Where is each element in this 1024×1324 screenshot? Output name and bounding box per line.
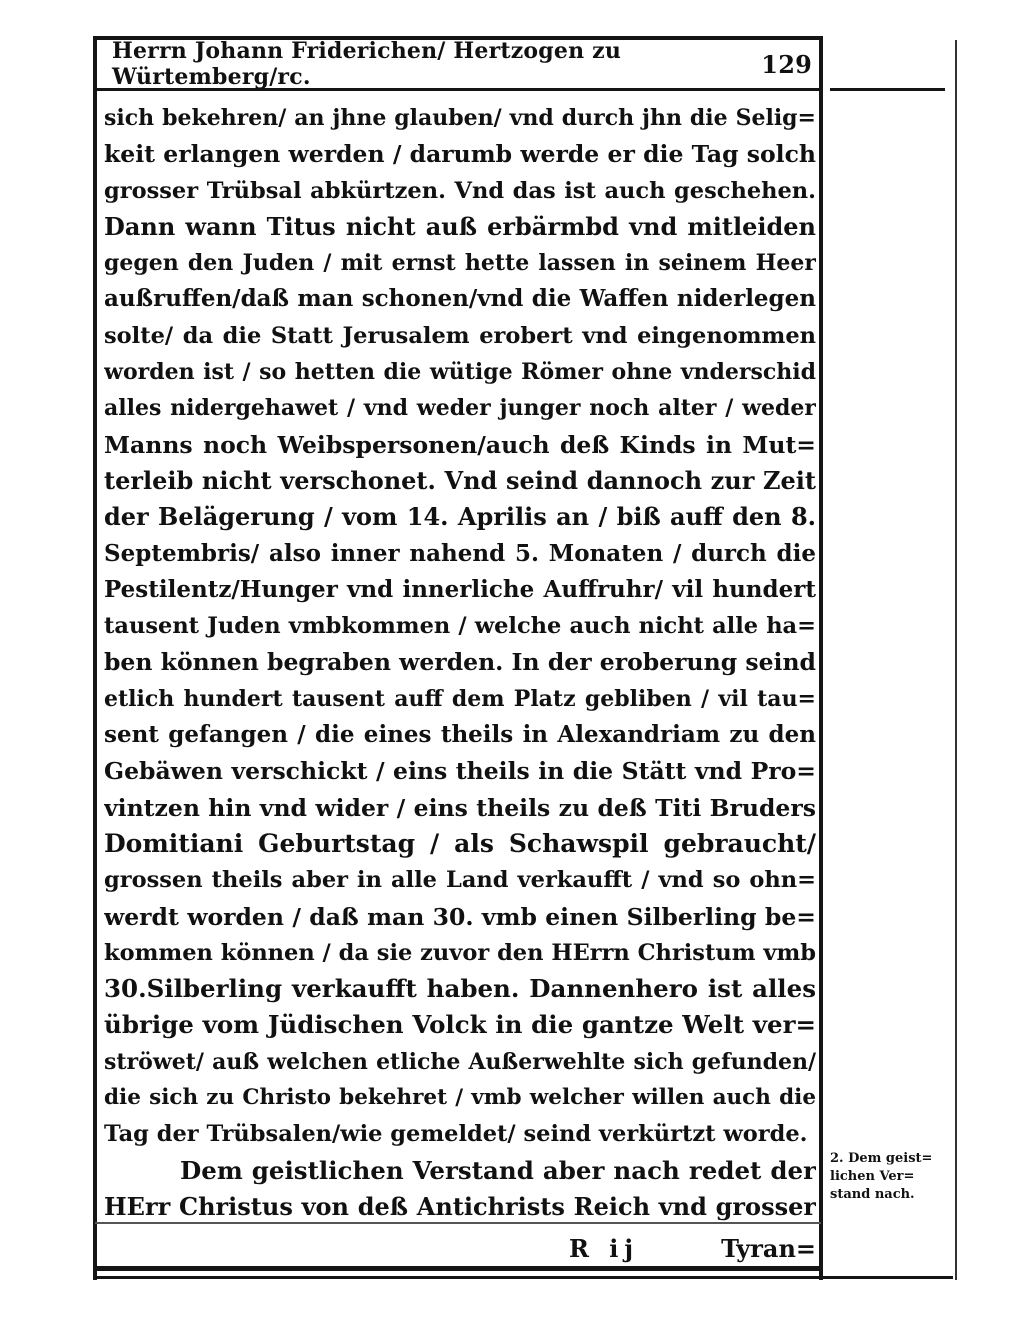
text-line: 30.Silberling verkaufft haben. Dannenhero ist alles [104,974,816,1004]
text-line: grosser Trübsal abkürtzen. Vnd das ist auch geschehen. [104,177,816,204]
text-line: kommen können / da sie zuvor den HErrn Christum vmb [104,939,816,966]
text-line: Domitiani Geburtstag / als Schawspil gebraucht/ [104,828,816,858]
text-line: übrige vom Jüdischen Volck in die gantze Welt ver= [104,1010,816,1040]
text-line: HErr Christus von deß Antichrists Reich vnd grosser [104,1191,816,1221]
text-line: Tag der Trübsalen/wie gemeldet/ seind verkürtzt worde. [104,1121,808,1148]
text-line: Septembris/ also inner nahend 5. Monaten / durch die [104,539,816,567]
text-line: die sich zu Christo bekehret / vmb welcher willen auch die [104,1085,816,1111]
frame-right-rule [819,36,823,1280]
text-line: tausent Juden vmbkommen / welche auch nicht alle ha= [104,613,816,640]
marginal-note [830,1150,940,1204]
text-line: Pestilentz/Hunger vnd innerliche Auffruhr/ vil hundert [104,575,816,603]
text-line: vintzen hin vnd wider / eins theils zu deß Titi Bruders [104,793,816,822]
marginal-note-line: 2. Dem geist= [830,1151,933,1166]
text-line: Dann wann Titus nicht auß erbärmbd vnd mitleiden [104,211,816,241]
frame-bottom-rule-outer [93,1276,953,1279]
body-text [104,100,816,1225]
catchline [104,1234,816,1264]
text-line: etlich hundert tausent auff dem Platz gebliben / vil tau= [104,685,816,712]
text-line: solte/ da die Statt Jerusalem erobert vnd eingenommen [104,322,816,349]
signature-mark: R ij [569,1234,640,1263]
text-line: sent gefangen / die eines theils in Alexandriam zu den [104,721,816,749]
text-line: der Belägerung / vom 14. Aprilis an / biß auff den 8. [104,502,816,532]
marginal-note-line: stand nach. [830,1187,915,1202]
text-line: Gebäwen verschickt / eins theils in die Stätt vnd Pro= [104,757,816,786]
text-line: außruffen/daß man schonen/vnd die Waffen niderlegen [104,285,816,313]
text-line: keit erlangen werden / darumb werde er die Tag solch [104,140,816,169]
catchword: Tyran= [721,1234,816,1263]
text-line: terleib nicht verschonet. Vnd seind dannoch zur Zeit [104,465,816,495]
page-number: 129 [761,49,812,79]
text-line-paragraph-start: Dem geistlichen Verstand aber nach redet der [180,1155,816,1185]
running-header [112,38,812,90]
text-line: grossen theils aber in alle Land verkaufft / vnd so ohn= [104,867,816,894]
text-line: sich bekehren/ an jhne glauben/ vnd durch jhn die Selig= [104,105,816,131]
marginal-note-line: lichen Ver= [830,1169,915,1184]
running-title: Herrn Johann Friderichen/ Hertzogen zu Würtemberg/rc. [112,38,622,90]
text-line: alles nidergehawet / vnd weder junger noch alter / weder [104,395,816,422]
text-line: gegen den Juden / mit ernst hette lassen in seinem Heer [104,250,816,277]
text-line: ben können begraben werden. In der eroberung seind [104,648,816,677]
text-line: ströwet/ auß welchen etliche Außerwehlte sich gefunden/ [104,1048,816,1075]
frame-bottom-rule [93,1266,823,1271]
text-line: Manns noch Weibspersonen/auch deß Kinds in Mut= [104,430,816,459]
margin-outer-rule [955,40,957,1280]
text-line: werdt worden / daß man 30. vmb einen Silberling be= [104,902,816,931]
frame-left-rule [93,36,97,1280]
margin-top-rule [830,88,945,91]
text-line: worden ist / so hetten die wütige Römer ohne vnderschid [104,359,816,386]
